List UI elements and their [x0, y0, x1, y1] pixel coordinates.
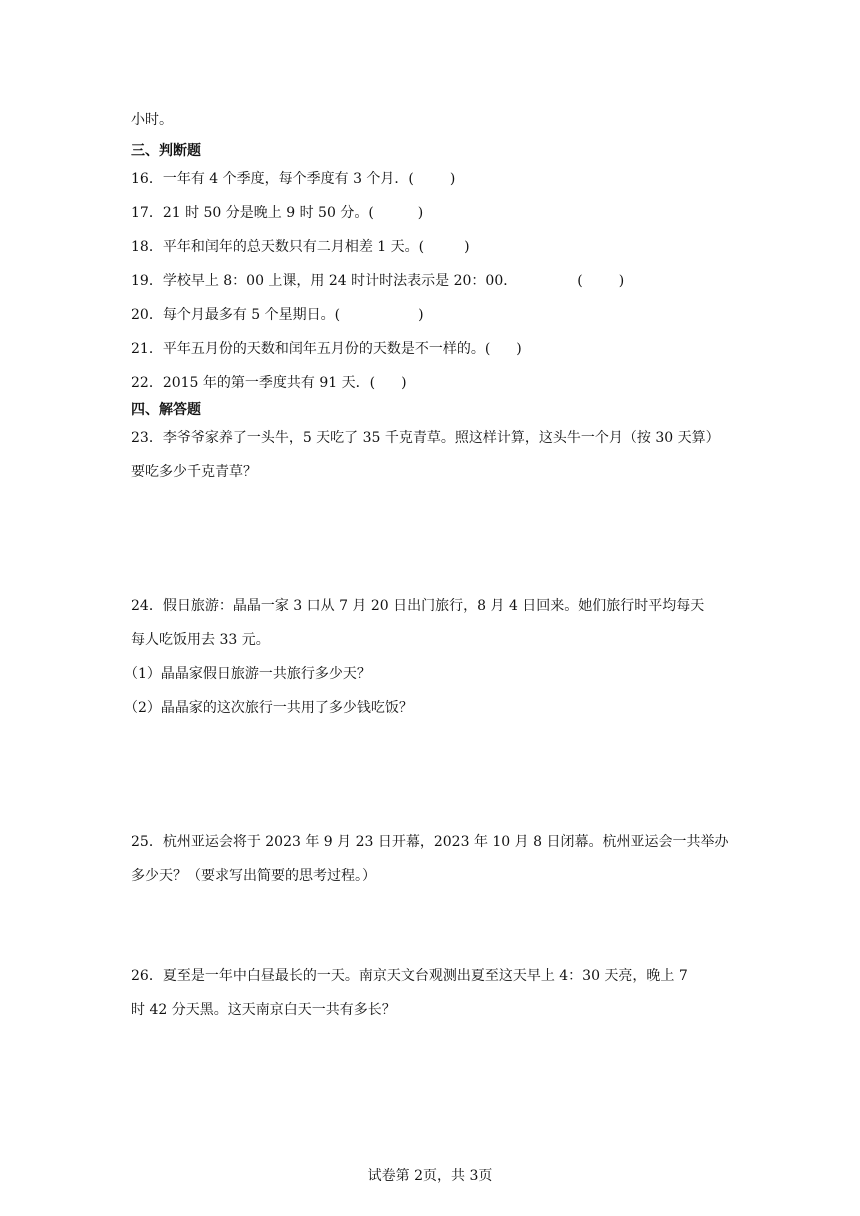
section-heading-judgment: 三、判断题 [131, 143, 201, 159]
question-17 [131, 203, 423, 223]
question-25-line-1: 25．杭州亚运会将于 2023 年 9 月 23 日开幕，2023 年 10 月 8 日闭幕。杭州亚运会一共举办 [131, 834, 729, 850]
question-26-line-1: 26．夏至是一年中白昼最长的一天。南京天文台观测出夏至这天早上 4：30 天亮，晚上 7 [131, 968, 688, 984]
question-18 [131, 237, 470, 257]
question-20-stem: 20．每个月最多有 5 个星期日。( [131, 307, 341, 323]
question-23-line-2: 要吃多少千克青草？ [131, 464, 257, 480]
answer-open-19: ( [577, 273, 583, 289]
question-21-stem: 21．平年五月份的天数和闰年五月份的天数是不一样的。( [131, 341, 491, 357]
question-24-line-1: 24．假日旅游：晶晶一家 3 口从 7 月 20 日出门旅行，8 月 4 日回来。她们旅行时平均每天 [131, 598, 705, 614]
question-18-stem: 18．平年和闰年的总天数只有二月相差 1 天。( [131, 239, 425, 255]
question-21 [131, 339, 522, 359]
answer-blank-16[interactable]: ) [449, 171, 456, 187]
answer-blank-18[interactable]: ) [464, 239, 470, 255]
question-24-line-2: 每人吃饭用去 33 元。 [131, 632, 270, 648]
question-20 [131, 305, 424, 325]
section-heading-answer: 四、解答题 [131, 402, 201, 418]
question-19 [131, 271, 624, 291]
page-footer: 试卷第 2页，共 3页 [367, 1168, 493, 1184]
carry-over-text: 小时。 [131, 112, 173, 128]
question-17-stem: 17．21 时 50 分是晚上 9 时 50 分。( [131, 205, 374, 221]
question-16 [131, 169, 455, 189]
answer-blank-22[interactable]: ) [401, 375, 407, 391]
question-19-stem: 19．学校早上 8：00 上课，用 24 时计时法表示是 20：00． [131, 273, 518, 289]
question-26-line-2: 时 42 分天黑。这天南京白天一共有多长？ [131, 1002, 396, 1018]
answer-blank-20[interactable]: ) [418, 307, 424, 323]
question-22 [131, 373, 407, 393]
question-24-sub-2: （2）晶晶家的这次旅行一共用了多少钱吃饭？ [124, 700, 413, 716]
question-22-stem: 22．2015 年的第一季度共有 91 天．( [131, 375, 376, 391]
answer-blank-17[interactable]: ) [417, 205, 424, 221]
answer-blank-19[interactable]: ) [618, 273, 625, 289]
answer-blank-21[interactable]: ) [516, 341, 522, 357]
question-25-line-2: 多少天？（要求写出简要的思考过程。） [131, 868, 376, 884]
question-16-stem: 16．一年有 4 个季度，每个季度有 3 个月．( [131, 171, 414, 187]
question-23-line-1: 23．李爷爷家养了一头牛，5 天吃了 35 千克青草。照这样计算，这头牛一个月（按 30 天算） [131, 430, 720, 446]
question-24-sub-1: （1）晶晶家假日旅游一共旅行多少天？ [124, 666, 371, 682]
